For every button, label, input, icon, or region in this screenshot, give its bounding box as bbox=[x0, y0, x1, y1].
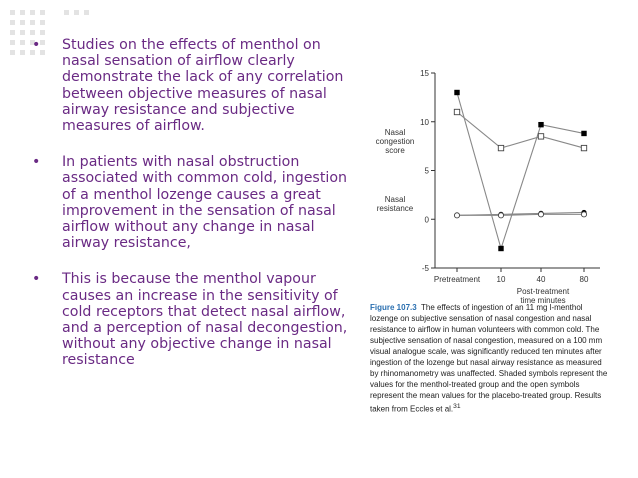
data-point bbox=[538, 134, 543, 139]
decor-dot bbox=[10, 10, 15, 15]
x-tick-label: 40 bbox=[536, 275, 546, 284]
decor-dot bbox=[20, 50, 25, 55]
x-axis-title: Post-treatment time minutes bbox=[516, 287, 570, 305]
decor-dot bbox=[64, 10, 69, 15]
decor-dot bbox=[40, 30, 45, 35]
decor-dot bbox=[84, 10, 89, 15]
figure-label: Figure 107.3 bbox=[370, 303, 417, 312]
data-point bbox=[454, 109, 459, 114]
decor-dot bbox=[10, 20, 15, 25]
data-point bbox=[454, 90, 459, 95]
data-point bbox=[581, 145, 586, 150]
data-point bbox=[454, 213, 459, 218]
y-tick-label: 0 bbox=[424, 215, 429, 225]
series-label-congestion: Nasal congestion score bbox=[375, 128, 415, 155]
decor-dot bbox=[30, 30, 35, 35]
data-point bbox=[498, 213, 503, 218]
data-point bbox=[581, 212, 586, 217]
series-line bbox=[457, 93, 584, 249]
decor-dot bbox=[20, 20, 25, 25]
data-point bbox=[498, 246, 503, 251]
decor-dot bbox=[40, 20, 45, 25]
decor-dot bbox=[10, 40, 15, 45]
series-label-resistance: Nasal resistance bbox=[376, 195, 414, 213]
bullet-marker: • bbox=[32, 154, 41, 171]
data-point bbox=[581, 131, 586, 136]
bullet-item bbox=[32, 271, 362, 368]
bullet-list bbox=[32, 37, 362, 389]
decor-dot bbox=[20, 10, 25, 15]
x-tick-label: Pretreatment bbox=[433, 275, 481, 284]
bullet-item bbox=[32, 154, 362, 251]
y-tick-label: 5 bbox=[424, 166, 429, 176]
bullet-item bbox=[32, 37, 362, 134]
decor-dot bbox=[30, 20, 35, 25]
decor-dot bbox=[20, 40, 25, 45]
bullet-marker: • bbox=[32, 37, 41, 53]
data-point bbox=[498, 145, 503, 150]
y-tick-label: 15 bbox=[420, 69, 429, 78]
decor-dot bbox=[10, 30, 15, 35]
bullet-text: This is because the menthol vapour causes an increase in the sensitivity of cold receptors that detect nasal airflow, and a perception of nasal decongestion, without any objective change in nasal resistance bbox=[62, 271, 348, 369]
decor-dot bbox=[74, 10, 79, 15]
bullet-text: Studies on the effects of menthol on nasal sensation of airflow clearly demonstrate the lack of any correlation between objective measures of nasal airway resistance and subjective measures of airflow. bbox=[62, 37, 344, 135]
caption-text: The effects of ingestion of an 11 mg l-menthol lozenge on subjective sensation of nasal congestion and nasal resistance to airflow in human volunteers with common cold. The subjective sensation of nasal congestion, measured on a 100 mm visual analogue scale, was significantly reduced ten minutes after ingestion of the lozenge but nasal airway resistance as measured by rhinomanometry was unaffected. Shaded symbols represent the values for the menthol-treated group and the open symbols represent the mean values for the placebo-treated group. Results taken from Eccles et al. bbox=[370, 303, 608, 414]
y-tick-label: -5 bbox=[421, 264, 429, 273]
figure-caption bbox=[370, 302, 610, 415]
decor-dot bbox=[40, 10, 45, 15]
bullet-marker: • bbox=[32, 271, 41, 288]
x-tick-label: 10 bbox=[496, 275, 506, 284]
decor-dot bbox=[30, 10, 35, 15]
caption-reference: 31 bbox=[453, 403, 461, 410]
bullet-text: In patients with nasal obstruction associated with common cold, ingestion of a menthol lozenge causes a great improvement in the sensation of nasal airflow without any change in nasal airway resistance, bbox=[62, 154, 347, 252]
data-point bbox=[538, 122, 543, 127]
x-tick-label: 80 bbox=[579, 275, 589, 284]
data-point bbox=[538, 212, 543, 217]
y-tick-label: 10 bbox=[420, 117, 429, 127]
decor-dot bbox=[20, 30, 25, 35]
decor-dot bbox=[10, 50, 15, 55]
